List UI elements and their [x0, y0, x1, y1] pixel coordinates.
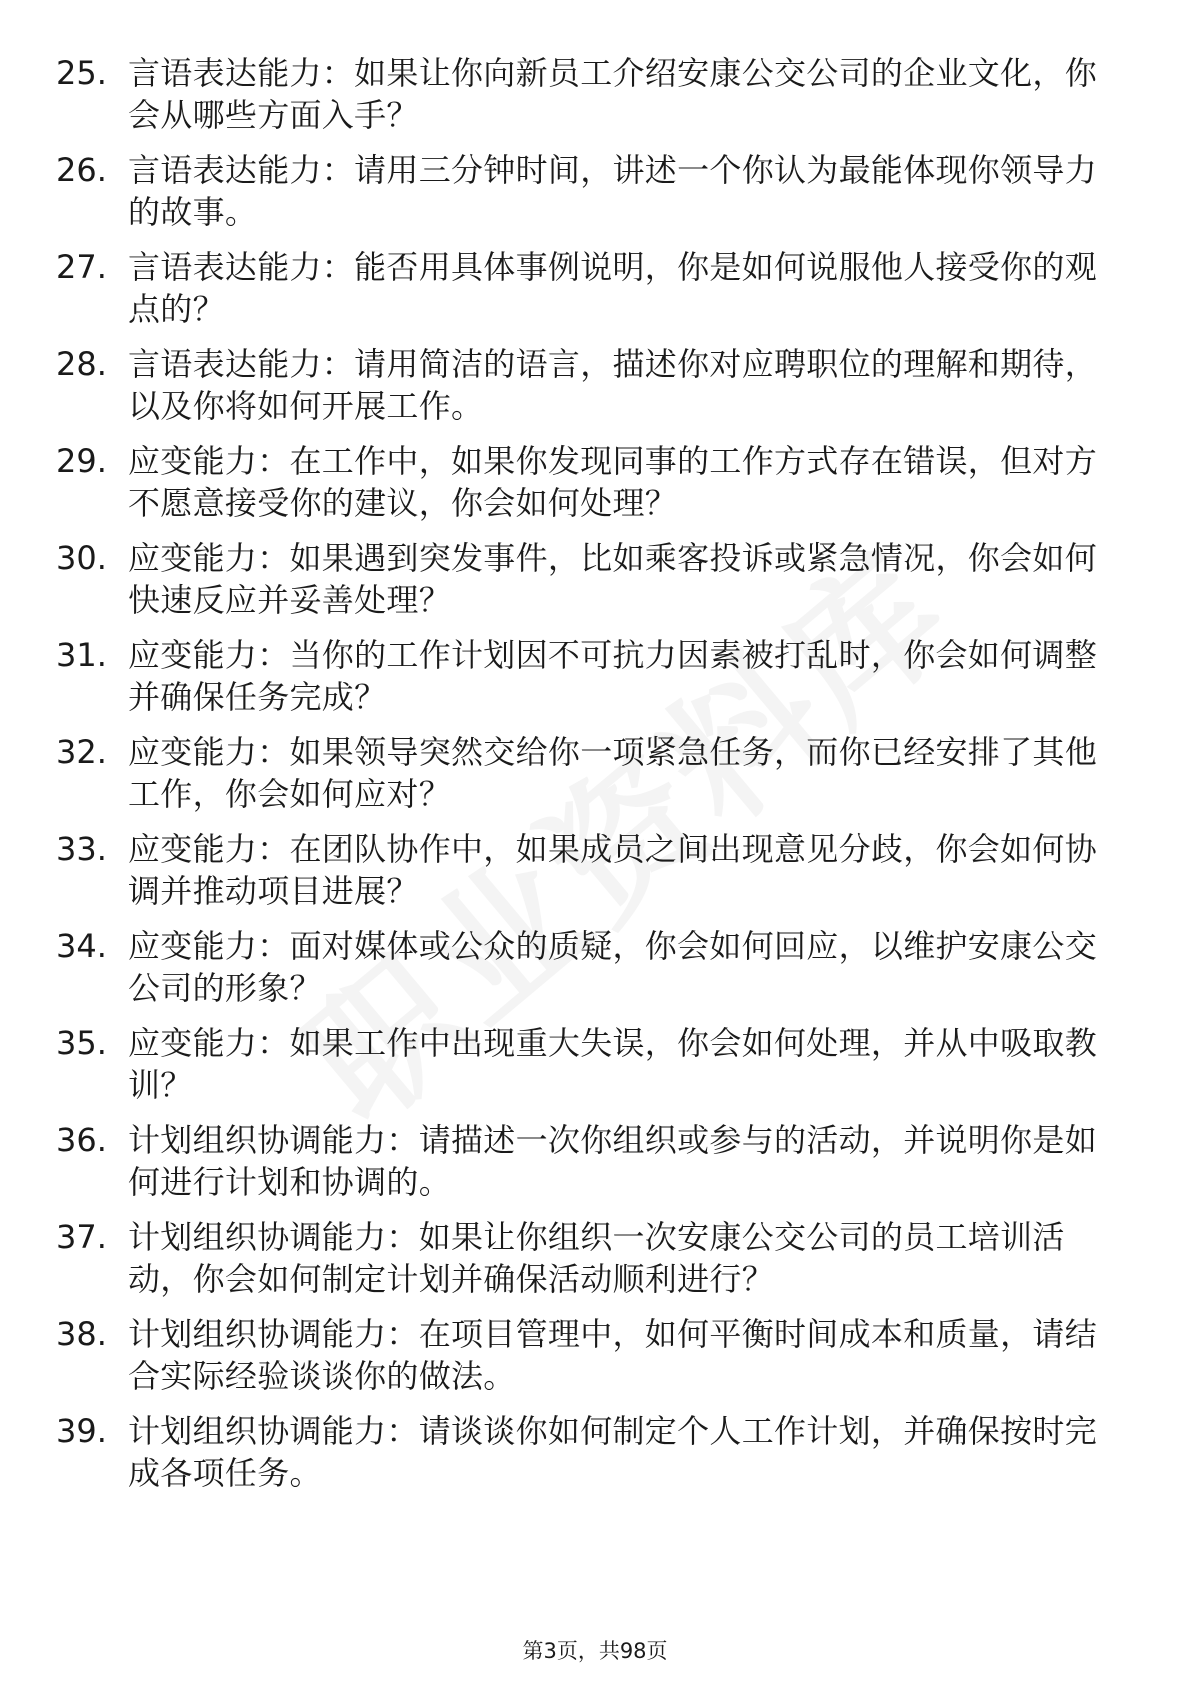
question-number: 39.	[56, 1412, 107, 1450]
question-number: 27.	[56, 248, 107, 286]
page-number: 第3页，共98页	[522, 1639, 668, 1663]
question-item	[0, 1119, 1190, 1216]
question-list	[0, 52, 1190, 1507]
question-item	[0, 925, 1190, 1022]
question-text: 计划组织协调能力：请谈谈你如何制定个人工作计划，并确保按时完成各项任务。	[128, 1412, 1098, 1492]
question-text: 言语表达能力：请用三分钟时间，讲述一个你认为最能体现你领导力的故事。	[128, 151, 1098, 231]
question-text: 应变能力：在团队协作中，如果成员之间出现意见分歧，你会如何协调并推动项目进展？	[128, 830, 1098, 910]
question-item	[0, 1313, 1190, 1410]
question-number: 37.	[56, 1218, 107, 1256]
question-number: 34.	[56, 927, 107, 965]
question-item	[0, 149, 1190, 246]
question-item	[0, 537, 1190, 634]
question-item	[0, 1216, 1190, 1313]
question-text: 应变能力：如果遇到突发事件，比如乘客投诉或紧急情况，你会如何快速反应并妥善处理？	[128, 539, 1098, 619]
question-text: 计划组织协调能力：如果让你组织一次安康公交公司的员工培训活动，你会如何制定计划并确保活动顺利进行？	[128, 1218, 1065, 1298]
question-text: 应变能力：如果工作中出现重大失误，你会如何处理，并从中吸取教训？	[128, 1024, 1098, 1104]
question-item	[0, 731, 1190, 828]
question-text: 言语表达能力：请用简洁的语言，描述你对应聘职位的理解和期待，以及你将如何开展工作。	[128, 345, 1098, 425]
question-item	[0, 246, 1190, 343]
question-text: 言语表达能力：能否用具体事例说明，你是如何说服他人接受你的观点的？	[128, 248, 1098, 328]
question-text: 应变能力：在工作中，如果你发现同事的工作方式存在错误，但对方不愿意接受你的建议，你会如何处理？	[128, 442, 1098, 522]
question-item	[0, 634, 1190, 731]
question-text: 应变能力：当你的工作计划因不可抗力因素被打乱时，你会如何调整并确保任务完成？	[128, 636, 1098, 716]
question-number: 36.	[56, 1121, 107, 1159]
question-number: 38.	[56, 1315, 107, 1353]
question-item	[0, 828, 1190, 925]
question-number: 26.	[56, 151, 107, 189]
question-number: 28.	[56, 345, 107, 383]
question-number: 25.	[56, 54, 107, 92]
question-number: 30.	[56, 539, 107, 577]
question-item	[0, 440, 1190, 537]
question-number: 33.	[56, 830, 107, 868]
question-text: 应变能力：面对媒体或公众的质疑，你会如何回应，以维护安康公交公司的形象？	[128, 927, 1098, 1007]
question-text: 计划组织协调能力：请描述一次你组织或参与的活动，并说明你是如何进行计划和协调的。	[128, 1121, 1098, 1201]
question-item	[0, 1410, 1190, 1507]
question-text: 应变能力：如果领导突然交给你一项紧急任务，而你已经安排了其他工作，你会如何应对？	[128, 733, 1098, 813]
question-text: 计划组织协调能力：在项目管理中，如何平衡时间成本和质量，请结合实际经验谈谈你的做法。	[128, 1315, 1098, 1395]
question-text: 言语表达能力：如果让你向新员工介绍安康公交公司的企业文化，你会从哪些方面入手？	[128, 54, 1098, 134]
question-item	[0, 343, 1190, 440]
question-number: 35.	[56, 1024, 107, 1062]
question-item	[0, 1022, 1190, 1119]
question-number: 32.	[56, 733, 107, 771]
question-number: 29.	[56, 442, 107, 480]
page-footer	[0, 1638, 1190, 1664]
question-item	[0, 52, 1190, 149]
question-number: 31.	[56, 636, 107, 674]
